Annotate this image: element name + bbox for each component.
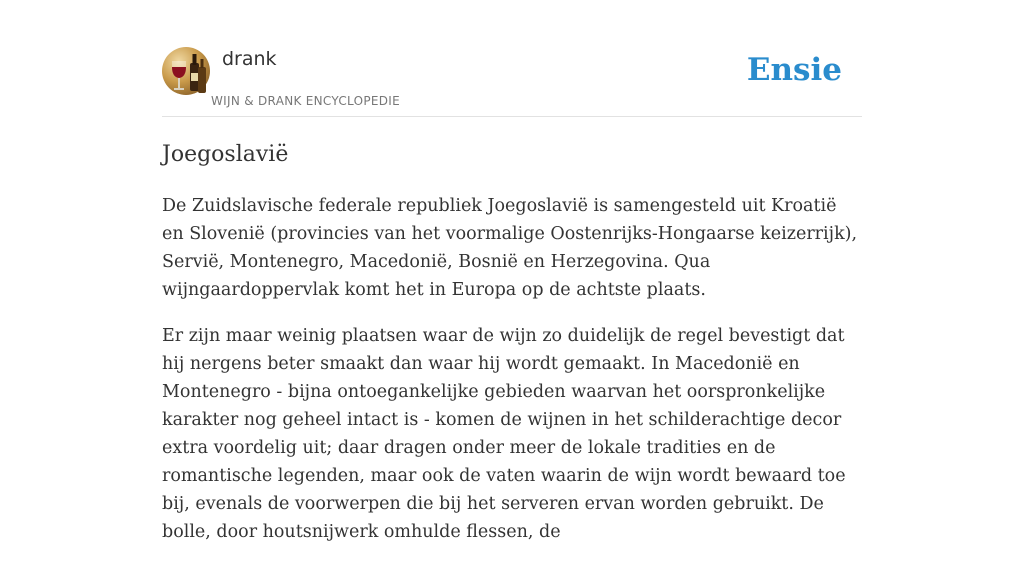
site-subtitle: WIJN & DRANK ENCYCLOPEDIE: [211, 94, 401, 108]
brand-logo-link[interactable]: Ensie: [746, 52, 842, 88]
page-title: Joegoslavië: [162, 142, 289, 167]
site-name[interactable]: drank: [222, 48, 277, 70]
wine-glass-bottle-icon[interactable]: [162, 47, 210, 95]
site-header: [162, 46, 862, 117]
article-paragraph-1: De Zuidslavische federale republiek Joegoslavië is samengesteld uit Kroatië en Slovenië (provincies van het voormalige Oostenrijks-Hongaarse keizerrijk), Servië, Montenegro, Macedonië, Bosnië en Herzegovina. Qua wijngaardoppervlak komt het in Europa op de achtste plaats.: [162, 196, 858, 300]
article-paragraph-2: Er zijn maar weinig plaatsen waar de wijn zo duidelijk de regel bevestigt dat hij nergens beter smaakt dan waar hij wordt gemaakt. In Macedonië en Montenegro - bijna ontoegankelijke gebieden waarvan het oorspronkelijke karakter nog geheel intact is - komen de wijnen in het schilderachtige decor extra voordelig uit; daar dragen onder meer de lokale tradities en de romantische legenden, maar ook de vaten waarin de wijn wordt bewaard toe bij, evenals de voorwerpen die bij het serveren ervan worden gebruikt. De bolle, door houtsnijwerk omhulde flessen, de: [162, 326, 846, 542]
article-body: [162, 192, 862, 564]
